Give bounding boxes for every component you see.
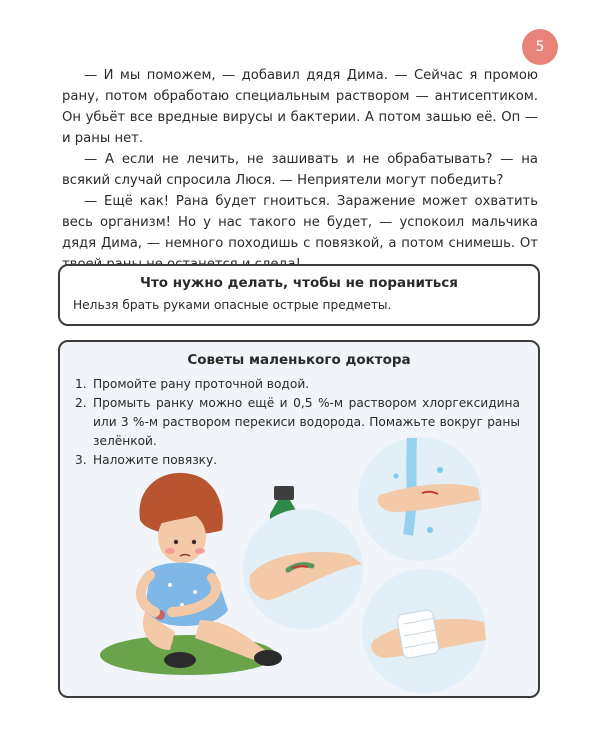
washing-circle [358,437,482,561]
wound-hand-circle [243,509,363,629]
tip-number: 3. [75,453,87,467]
safety-box-title: Что нужно делать, чтобы не пораниться [140,275,458,291]
tip-number: 1. [75,377,87,391]
tip-number: 2. [75,396,87,410]
dress-dot [193,590,197,594]
water-stream [408,438,412,535]
story-paragraph: — И мы поможем, — добавил дядя Дима. — Сейчас я промою рану, потом обработаю специальным раствором — антисептиком. Он убьёт все вредные вирусы и бактерии. А потом зашью её. Оп — и раны нет. [62,68,538,146]
tips-box-title: Советы маленького доктора [187,352,411,368]
shoe [164,652,196,668]
cheek [165,548,175,554]
water-drop [427,527,433,533]
bottle-cap [274,486,294,500]
story-paragraph: — А если не лечить, не зашивать и не обрабатывать? — на всякий случай спросила Люся. — Неприятели могут победить? [62,152,538,188]
tip-text: Промойте рану проточной водой. [93,377,310,391]
bandage-circle [362,569,486,693]
story-paragraph: — Ещё как! Рана будет гноиться. Заражение может охватить весь организм! Но у нас такого не будет, — успокоил мальчика дядя Дима, — немного походишь с повязкой, а потом снимешь. От [62,194,538,251]
eye-icon [192,540,196,544]
safety-box-text: Нельзя брать руками опасные острые предметы. [73,298,392,312]
tip-text: Наложите повязку. [93,453,218,467]
water-drop [437,467,443,473]
cheek [195,548,205,554]
bandage [396,609,439,659]
shoe [254,650,282,666]
water-drop [394,474,399,479]
eye-icon [174,540,178,544]
page-number: 5 [522,29,558,65]
dress-dot [168,583,172,587]
tip-text: Промыть ранку можно ещё и 0,5 %-м раствором хлоргексидина или 3 %-м раствором перекиси водорода. Помажьте вокруг раны зелёнкой. [93,396,520,448]
